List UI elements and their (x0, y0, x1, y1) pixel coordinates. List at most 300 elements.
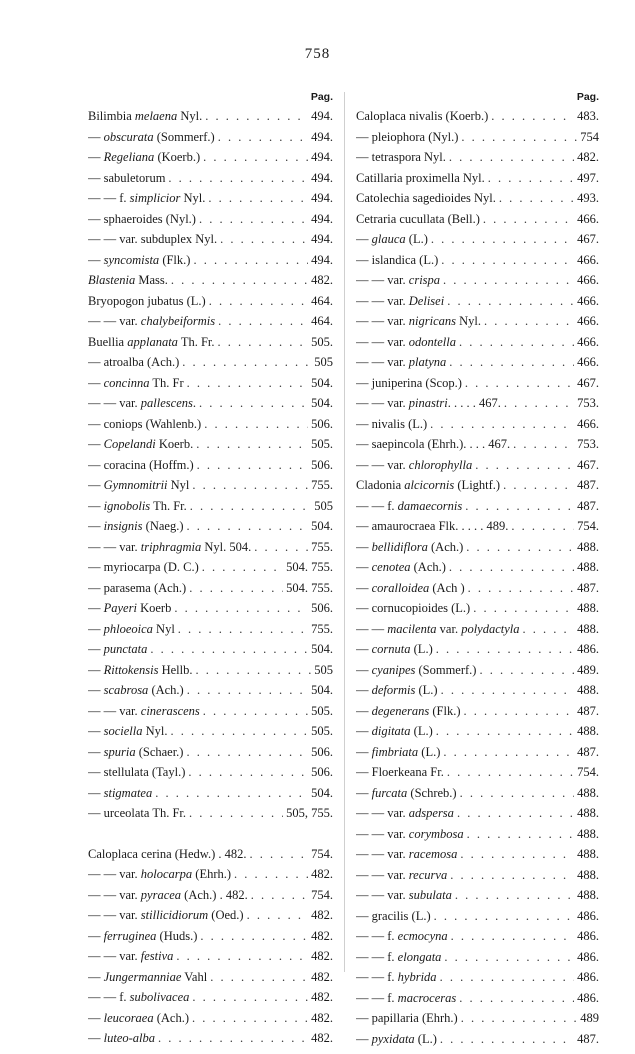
dot-leader (444, 947, 574, 968)
entry-pages: 488. (577, 806, 599, 820)
entry-name-italic: pyxidata (371, 1031, 415, 1046)
dot-leader (511, 516, 574, 537)
entry-name-text: — — var. (356, 457, 409, 472)
dot-leader (171, 270, 308, 291)
entry-name-text: — (88, 662, 104, 677)
entry-list-right (356, 106, 599, 1049)
entry-name-suffix: (L.) (405, 232, 428, 246)
entry-list-left (88, 106, 333, 1049)
index-entry (356, 885, 599, 906)
entry-name-text: — (356, 703, 372, 718)
entry-pages: 482. (311, 928, 333, 943)
entry-name-suffix: Mass. (135, 273, 168, 287)
entry-name (88, 783, 152, 804)
entry-name-text: — cornucopioides (L.) (356, 601, 471, 615)
entry-name-italic: punctata (103, 642, 148, 656)
entry-name-text: — — var. (88, 908, 141, 922)
index-entry (88, 496, 333, 517)
entry-pages: 505, 755. (286, 806, 333, 820)
entry-name-suffix: Vahl (181, 969, 208, 984)
entry-name (356, 188, 496, 209)
entry-name (88, 250, 190, 271)
entry-name-italic: fimbriata (371, 744, 419, 759)
index-entry (356, 188, 599, 209)
entry-name-italic: holocarpa (140, 867, 193, 881)
dot-leader (457, 803, 574, 824)
entry-name (356, 209, 480, 230)
entry-name (356, 926, 448, 947)
entry-name (88, 803, 186, 824)
index-entry (356, 557, 599, 578)
entry-name (356, 332, 456, 353)
entry-pages: 493. (577, 191, 599, 205)
dot-leader (491, 106, 574, 127)
dot-leader (199, 209, 308, 230)
entry-name-text: — — var. (88, 314, 141, 328)
entry-pages: 487. (577, 1031, 599, 1046)
entry-pages: 488. (577, 621, 599, 636)
entry-pages: 504. (311, 683, 333, 697)
index-entry (88, 311, 333, 332)
entry-pages: 494. (311, 170, 333, 185)
entry-name (356, 1029, 437, 1050)
entry-name (356, 967, 437, 988)
entry-pages: 488. (577, 826, 599, 841)
entry-name-italic: racemosa (408, 847, 458, 861)
dot-leader (459, 332, 574, 353)
entry-name (88, 885, 248, 906)
entry-pages: 464. (311, 314, 333, 328)
entry-name-italic: ignobolis (103, 498, 151, 513)
entry-name-italic: triphragmia (140, 539, 202, 554)
index-entry (356, 639, 599, 660)
dot-leader (196, 434, 308, 455)
dot-leader (460, 844, 574, 865)
entry-pages: 467. (577, 232, 599, 246)
entry-name-suffix: Nyl. (142, 724, 168, 738)
index-entry (88, 168, 333, 189)
entry-name (356, 947, 441, 968)
entry-name (88, 1028, 155, 1049)
entry-pages: 482. (311, 273, 333, 287)
entry-name-text: — sabuletorum (88, 170, 166, 185)
entry-pages: 755. (311, 539, 333, 554)
entry-pages: 482. (311, 969, 333, 984)
dot-leader (218, 127, 308, 148)
entry-name-italic: chlorophylla (408, 457, 473, 472)
entry-name (356, 229, 428, 250)
entry-pages: 504. (311, 642, 333, 656)
index-entry (88, 680, 333, 701)
entry-name (88, 475, 189, 496)
index-entry (88, 229, 333, 250)
entry-name-text: — coniops (Wahlenb.) (88, 416, 202, 431)
entry-name-italic: deformis (371, 683, 416, 697)
entry-name-text: — saepincola (Ehrh.). (356, 437, 467, 451)
entry-pages: 505 (314, 355, 333, 369)
entry-pages: 486. (577, 949, 599, 964)
entry-name-suffix: Th. Fr. (150, 498, 187, 513)
entry-name-text: Bilimbia (88, 109, 135, 123)
index-entry (356, 701, 599, 722)
entry-name-text: — (356, 642, 372, 656)
dot-leader (250, 844, 309, 865)
entry-pages: 505 (314, 662, 333, 677)
entry-pages: 505. (311, 703, 333, 718)
entry-name-suffix: (Flk.) (429, 703, 461, 718)
entry-name (88, 127, 215, 148)
entry-pages: 754. (311, 887, 333, 902)
entry-name-text: — (88, 1010, 104, 1025)
entry-pages: 753. (577, 437, 599, 451)
entry-name-italic: digitata (371, 724, 411, 738)
entry-name-text: — nivalis (L.) (356, 416, 428, 431)
entry-name-text: — tetraspora Nyl. (356, 150, 446, 164)
entry-pages: 486. (577, 970, 599, 984)
entry-pages: 486. (577, 929, 599, 943)
dot-leader (174, 598, 308, 619)
dot-leader (465, 373, 574, 394)
entry-name-italic: hybrida (397, 970, 437, 984)
entry-name-text: — parasema (Ach.) (88, 580, 187, 595)
entry-name-text: — coracina (Hoffm.) (88, 457, 194, 472)
dot-leader (441, 250, 574, 271)
index-entry (356, 209, 599, 230)
dot-leader (193, 250, 308, 271)
entry-name (356, 619, 520, 640)
dot-leader (440, 967, 575, 988)
entry-name (88, 209, 196, 230)
index-entry (356, 414, 599, 435)
entry-pages: 466. (577, 211, 599, 226)
dot-leader (186, 742, 308, 763)
dot-leader (465, 496, 574, 517)
entry-name (88, 946, 173, 967)
index-entry (88, 188, 333, 209)
dot-leader (488, 168, 574, 189)
entry-name-suffix: (Sommerf.) (153, 129, 215, 144)
dot-leader (523, 619, 575, 640)
entry-name-italic: alcicornis (404, 478, 455, 492)
index-entry (356, 865, 599, 886)
entry-pages: 754. (311, 846, 333, 861)
dot-leader (450, 865, 574, 886)
entry-name (356, 742, 440, 763)
entry-name-suffix: (Ehrh.) (192, 867, 232, 881)
dot-leader (467, 824, 574, 845)
entry-name-suffix: . 482. (215, 846, 247, 861)
entry-name-italic: nigricans (408, 314, 457, 328)
dot-leader (443, 742, 574, 763)
entry-name-suffix: Koerb (136, 601, 172, 615)
entry-name-italic: Jungermanniae (103, 969, 182, 984)
entry-name-italic: coralloidea (371, 580, 430, 595)
entry-name-text: — — f. (356, 970, 398, 984)
dot-leader (503, 475, 574, 496)
dot-leader (504, 393, 574, 414)
index-entry (356, 455, 599, 476)
entry-name (356, 783, 457, 804)
entry-name-text: — — var. (88, 949, 141, 963)
entry-name (356, 906, 431, 927)
entry-name-suffix: (Sommerf.) (415, 662, 477, 677)
entry-name (88, 434, 193, 455)
entry-pages: 489. (577, 662, 599, 677)
entry-name-italic: Gymnomitrii (103, 478, 168, 492)
entry-pages: 494. (311, 252, 333, 267)
entry-name-text: — gracilis (L.) (356, 908, 431, 923)
entry-pages: 506. (311, 457, 333, 472)
dot-leader (205, 106, 308, 127)
index-entry (356, 988, 599, 1009)
entry-name (88, 762, 185, 783)
entry-pages: 494. (311, 150, 333, 164)
entry-name-italic: stillicidiorum (140, 908, 209, 922)
entry-name-italic: cinerascens (140, 703, 200, 718)
entry-name-italic: leucoraea (103, 1010, 154, 1025)
entry-pages: 755. (311, 621, 333, 636)
entry-name-italic: applanata (127, 334, 178, 349)
entry-name-italic: bellidiflora (371, 539, 428, 554)
index-entry (88, 946, 333, 967)
index-entry (88, 414, 333, 435)
entry-name-text: — (88, 621, 104, 636)
entry-pages: 494. (311, 211, 333, 226)
dot-leader (460, 783, 575, 804)
dot-leader (254, 537, 308, 558)
entry-name-italic: cyanipes (371, 662, 416, 677)
entry-name-text: — — var. (88, 703, 141, 718)
entry-name-text: — — f. (88, 990, 130, 1004)
dot-leader (459, 988, 574, 1009)
entry-name-text: — (88, 150, 104, 164)
index-entry (356, 1029, 599, 1050)
index-entry (88, 455, 333, 476)
dot-leader (451, 926, 574, 947)
entry-name-suffix: (Ach ) (429, 580, 465, 595)
entry-name-text: — (88, 928, 104, 943)
entry-pages: 497. (577, 170, 599, 185)
entry-name-italic: chalybeiformis (140, 314, 216, 328)
entry-name-text: — — var. (356, 355, 409, 369)
entry-name-suffix: (Oed.) (208, 908, 244, 922)
entry-name-italic: festiva (140, 949, 174, 963)
entry-name (88, 106, 202, 127)
dot-leader (436, 721, 574, 742)
entry-pages: 504. (311, 785, 333, 800)
dot-leader (192, 1008, 308, 1029)
entry-name (88, 598, 171, 619)
index-entry (356, 168, 599, 189)
entry-name (356, 680, 438, 701)
entry-pages: 494. (311, 232, 333, 246)
entry-name (88, 332, 215, 353)
entry-name (88, 639, 147, 660)
dot-leader (197, 455, 308, 476)
entry-name-italic: macroceras (397, 990, 457, 1005)
entry-pages: 466. (577, 252, 599, 267)
entry-pages: 483. (577, 109, 599, 123)
entry-pages: 488. (577, 867, 599, 882)
entry-name (88, 516, 183, 537)
index-entry (356, 229, 599, 250)
entry-pages: 487. (577, 703, 599, 718)
entry-name-text: — — var. (356, 826, 409, 841)
entry-name (88, 168, 165, 189)
entry-pages: 466. (577, 293, 599, 308)
index-entry (356, 783, 599, 804)
entry-name-text: — (356, 683, 372, 697)
entry-name (356, 373, 462, 394)
index-entry (356, 947, 599, 968)
index-entry (356, 537, 599, 558)
index-entry (356, 742, 599, 763)
index-entry (88, 475, 333, 496)
dot-leader (449, 147, 574, 168)
entry-name-suffix: (Huds.) (156, 928, 198, 943)
entry-name (88, 721, 168, 742)
index-entry (88, 1028, 333, 1049)
dot-leader (220, 229, 308, 250)
entry-pages: 755. (311, 478, 333, 492)
entry-name-suffix: (Flk.) (159, 252, 191, 267)
entry-name (88, 987, 189, 1008)
entry-name (88, 660, 193, 681)
index-entry (356, 803, 599, 824)
entry-name (88, 578, 186, 599)
entry-pages: 487. (577, 498, 599, 513)
index-entry (88, 598, 333, 619)
entry-name-text: — (356, 580, 372, 595)
entry-name-text: — (88, 601, 104, 615)
entry-name-text: — (88, 1031, 104, 1045)
entry-pages: 505. (311, 724, 333, 738)
index-entry (356, 270, 599, 291)
entry-name (356, 291, 444, 312)
entry-name (356, 496, 462, 517)
entry-name-text: Caloplaca nivalis (Koerb.) (356, 109, 489, 123)
entry-name (88, 967, 207, 988)
index-entry (88, 578, 333, 599)
entry-name-text: — (88, 498, 104, 513)
entry-pages: 504. (311, 375, 333, 390)
entry-name (88, 905, 244, 926)
entry-name (88, 864, 231, 885)
entry-name-italic: subulata (408, 888, 452, 902)
entry-name-italic: crispa (408, 273, 441, 287)
entry-name-suffix: (Naeg.) (142, 519, 184, 533)
dot-leader (204, 414, 308, 435)
entry-name-suffix: (Schaer.) (135, 744, 184, 759)
entry-name-suffix: var. (436, 621, 462, 636)
entry-name (88, 393, 196, 414)
entry-name-suffix: (L.) (414, 1031, 437, 1046)
entry-name-text: — pleiophora (Nyl.) (356, 129, 459, 144)
entry-pages: 504. (311, 519, 333, 533)
index-entry (88, 270, 333, 291)
index-entry (356, 332, 599, 353)
dot-leader (499, 188, 574, 209)
entry-name-text: — (88, 129, 104, 144)
entry-name-italic: simplicior (129, 191, 181, 205)
dot-leader (171, 721, 309, 742)
entry-name-italic: cenotea (371, 560, 411, 574)
dot-leader (434, 906, 574, 927)
entry-pages: 754 (580, 129, 599, 144)
index-entry (88, 250, 333, 271)
entry-name-suffix: . . . . . 467. (447, 396, 501, 410)
entry-pages: 467. (577, 457, 599, 472)
dot-leader (484, 311, 574, 332)
entry-pages: 487. (577, 478, 599, 492)
entry-pages: 466. (577, 334, 599, 349)
dot-leader (186, 516, 308, 537)
entry-name-italic: sociella (103, 724, 143, 738)
dot-leader (187, 373, 309, 394)
entry-name-suffix: Nyl. 504. (201, 539, 252, 554)
column-header-pag: Pag. (576, 91, 599, 103)
entry-name-italic: glauca (371, 232, 406, 246)
dot-leader (449, 557, 574, 578)
entry-name-text: — (88, 683, 104, 697)
index-entry (88, 783, 333, 804)
dot-leader (479, 660, 574, 681)
index-entry (88, 885, 333, 906)
entry-name-text: — (88, 744, 104, 759)
dot-leader (208, 188, 308, 209)
entry-name-text: — — var. (88, 396, 141, 410)
index-entry (88, 987, 333, 1008)
dot-leader (168, 168, 308, 189)
dot-leader (218, 332, 309, 353)
entry-name-italic: obscurata (103, 129, 154, 144)
dot-leader (447, 291, 574, 312)
entry-pages: 506. (311, 416, 333, 431)
dot-leader (178, 619, 308, 640)
entry-name-text: — — var. (88, 887, 141, 902)
entry-name-text: — — var. (356, 396, 409, 410)
entry-pages: 488. (577, 785, 599, 800)
entry-pages: 488. (577, 683, 599, 697)
entry-name-italic: concinna (103, 375, 150, 390)
dot-leader (158, 1028, 308, 1049)
dot-leader (150, 639, 308, 660)
entry-pages: 487. (577, 744, 599, 759)
entry-name-suffix: (Koerb.) (154, 150, 201, 164)
dot-leader (196, 660, 312, 681)
entry-name-text: — — var. (356, 273, 409, 287)
entry-name-text: — — var. (356, 867, 409, 882)
dot-leader (200, 926, 308, 947)
index-entry (356, 598, 599, 619)
index-entry (88, 701, 333, 722)
index-entry (356, 291, 599, 312)
dot-leader (464, 701, 575, 722)
entry-pages: 505. (311, 334, 333, 349)
dot-leader (218, 311, 308, 332)
index-entry (88, 332, 333, 353)
index-entry (88, 721, 333, 742)
dot-leader (234, 864, 308, 885)
index-entry (356, 578, 599, 599)
entry-name-text: — (356, 724, 372, 738)
index-entry (356, 311, 599, 332)
dot-leader (513, 434, 574, 455)
entry-pages: 504. (311, 396, 333, 410)
dot-leader (203, 147, 308, 168)
entry-name-text: — — var. (356, 888, 409, 902)
entry-name-italic: phloeoica (103, 621, 153, 636)
